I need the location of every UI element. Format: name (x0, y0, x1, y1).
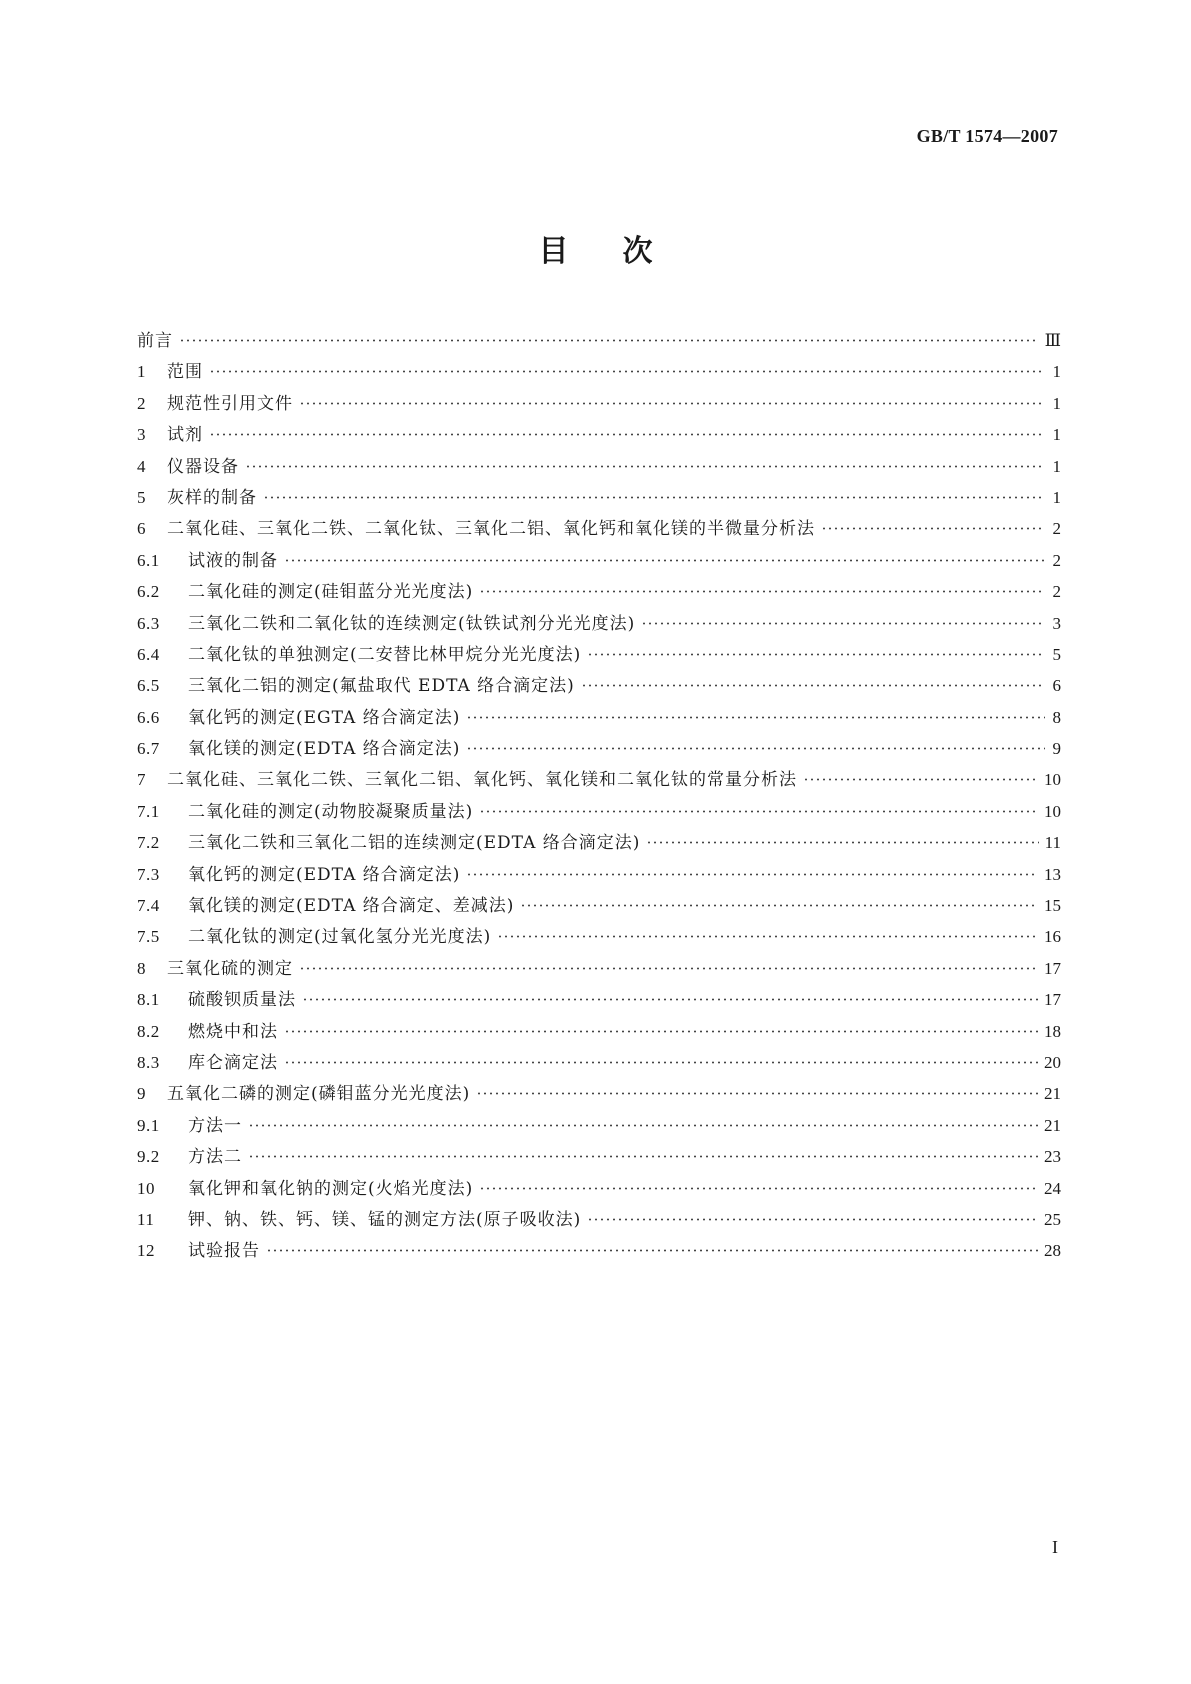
toc-entry-page: 1 (1052, 393, 1061, 413)
toc-entry-number: 8.2 (137, 1021, 160, 1041)
toc-leader-dots (179, 339, 1039, 342)
toc-entry-title: 库仑滴定法 (188, 1052, 278, 1073)
toc-entry-title: 二氧化硅、三氧化二铁、三氧化二铝、氧化钙、氧化镁和二氧化钛的常量分析法 (167, 770, 797, 791)
toc-entry (137, 1142, 1061, 1173)
toc-entry (137, 1174, 1061, 1205)
toc-entry-title: 氧化镁的测定(EDTA 络合滴定法) (188, 739, 461, 760)
toc-entry (137, 514, 1061, 545)
toc-entry-page: 25 (1044, 1209, 1061, 1229)
toc-leader-dots (803, 778, 1038, 781)
toc-entry-number: 4 (137, 456, 146, 476)
toc-entry-page: 18 (1044, 1021, 1061, 1041)
toc-leader-dots (581, 684, 1045, 687)
table-of-contents (137, 326, 1061, 1268)
toc-leader-dots (479, 590, 1045, 593)
toc-entry (137, 546, 1061, 577)
toc-leader-dots (646, 841, 1038, 844)
toc-entry-page: 11 (1044, 833, 1061, 853)
toc-entry (137, 452, 1061, 483)
toc-leader-dots (263, 496, 1045, 499)
toc-entry-page: 23 (1044, 1147, 1061, 1167)
toc-entry (137, 640, 1061, 671)
toc-entry-page: 17 (1044, 958, 1061, 978)
toc-entry-title: 前言 (137, 331, 173, 351)
toc-entry-title: 钾、钠、铁、钙、镁、锰的测定方法(原子吸收法) (188, 1209, 582, 1230)
toc-entry-number: 7.5 (137, 927, 160, 947)
toc-leader-dots (466, 873, 1038, 876)
toc-entry-number: 10 (137, 1178, 155, 1198)
toc-entry-number: 9.2 (137, 1147, 160, 1167)
page-number: I (1052, 1537, 1058, 1557)
toc-entry-title: 试剂 (167, 425, 203, 446)
toc-entry (137, 671, 1061, 702)
toc-entry-number: 7.2 (137, 833, 160, 853)
toc-leader-dots (587, 1218, 1038, 1221)
toc-entry-page: 2 (1052, 550, 1061, 570)
toc-entry-page: 5 (1052, 644, 1061, 664)
toc-entry-title: 方法二 (188, 1147, 242, 1168)
toc-entry-page: Ⅲ (1044, 331, 1061, 350)
toc-entry-number: 6.7 (137, 739, 160, 759)
toc-leader-dots (209, 433, 1045, 436)
toc-entry-page: 21 (1044, 1115, 1061, 1135)
toc-entry-page: 16 (1044, 927, 1061, 947)
toc-entry-page: 24 (1044, 1178, 1061, 1198)
toc-entry (137, 797, 1061, 828)
toc-entry-number: 11 (137, 1209, 155, 1229)
toc-entry-number: 7.1 (137, 801, 160, 821)
toc-entry (137, 765, 1061, 796)
toc-entry-page: 10 (1044, 770, 1061, 790)
toc-leader-dots (266, 1249, 1038, 1252)
toc-entry-number: 12 (137, 1241, 155, 1261)
toc-entry (137, 860, 1061, 891)
toc-entry (137, 1048, 1061, 1079)
toc-entry-number: 2 (137, 393, 146, 413)
toc-entry-page: 6 (1052, 676, 1061, 696)
toc-entry-title: 试液的制备 (188, 550, 278, 571)
toc-leader-dots (209, 370, 1045, 373)
toc-entry-number: 8 (137, 958, 146, 978)
toc-entry-title: 三氧化二铁和二氧化钛的连续测定(钛铁试剂分光光度法) (188, 613, 636, 634)
toc-entry-number: 6.3 (137, 613, 160, 633)
toc-entry-title: 氧化钙的测定(EDTA 络合滴定法) (188, 864, 461, 885)
toc-entry (137, 1236, 1061, 1267)
toc-leader-dots (284, 1061, 1038, 1064)
toc-entry (137, 609, 1061, 640)
toc-entry-number: 6 (137, 519, 146, 539)
toc-entry (137, 922, 1061, 953)
toc-entry-number: 3 (137, 425, 146, 445)
toc-entry-title: 试验报告 (188, 1241, 260, 1262)
toc-entry-title: 氧化镁的测定(EDTA 络合滴定、差减法) (188, 896, 515, 917)
toc-entry (137, 357, 1061, 388)
toc-entry (137, 1017, 1061, 1048)
toc-entry-page: 17 (1044, 990, 1061, 1010)
toc-entry-title: 氧化钙的测定(EGTA 络合滴定法) (188, 707, 461, 728)
toc-entry (137, 483, 1061, 514)
toc-entry-number: 5 (137, 487, 146, 507)
toc-entry (137, 389, 1061, 420)
toc-leader-dots (479, 1187, 1038, 1190)
toc-entry-title: 二氧化硅的测定(硅钼蓝分光光度法) (188, 582, 474, 603)
toc-entry-number: 8.1 (137, 990, 160, 1010)
toc-entry-page: 21 (1044, 1084, 1061, 1104)
toc-entry (137, 703, 1061, 734)
toc-entry-title: 三氧化二铁和三氧化二铝的连续测定(EDTA 络合滴定法) (188, 833, 641, 854)
toc-entry-number: 6.1 (137, 550, 160, 570)
toc-entry-number: 6.2 (137, 582, 160, 602)
toc-entry-title: 三氧化硫的测定 (167, 958, 293, 979)
toc-entry-page: 2 (1052, 582, 1061, 602)
toc-entry (137, 828, 1061, 859)
toc-entry-page: 2 (1052, 519, 1061, 539)
toc-entry-page: 3 (1052, 613, 1061, 633)
toc-leader-dots (302, 998, 1038, 1001)
toc-leader-dots (520, 904, 1038, 907)
toc-entry-number: 7.3 (137, 864, 160, 884)
toc-entry-number: 6.6 (137, 707, 160, 727)
page-title: 目次 (538, 234, 707, 269)
toc-entry-title: 硫酸钡质量法 (188, 990, 296, 1011)
toc-entry (137, 1079, 1061, 1110)
toc-entry-title: 规范性引用文件 (167, 393, 293, 414)
toc-entry (137, 891, 1061, 922)
toc-leader-dots (497, 935, 1038, 938)
toc-entry-page: 10 (1044, 801, 1061, 821)
toc-entry (137, 326, 1061, 357)
toc-leader-dots (587, 653, 1045, 656)
toc-leader-dots (248, 1124, 1038, 1127)
toc-entry-page: 15 (1044, 896, 1061, 916)
toc-entry-title: 三氧化二铝的测定(氟盐取代 EDTA 络合滴定法) (188, 676, 575, 697)
toc-leader-dots (284, 559, 1045, 562)
toc-entry-number: 1 (137, 362, 146, 382)
toc-leader-dots (299, 967, 1038, 970)
toc-entry-page: 28 (1044, 1241, 1061, 1261)
toc-entry-page: 8 (1052, 707, 1061, 727)
toc-leader-dots (245, 465, 1045, 468)
toc-entry-page: 9 (1052, 739, 1061, 759)
toc-entry-number: 7.4 (137, 896, 160, 916)
toc-entry-title: 二氧化钛的单独测定(二安替比林甲烷分光光度法) (188, 644, 582, 665)
toc-entry-page: 1 (1052, 362, 1061, 382)
toc-entry-page: 1 (1052, 487, 1061, 507)
toc-entry-title: 氧化钾和氧化钠的测定(火焰光度法) (188, 1178, 474, 1199)
toc-entry-title: 二氧化钛的测定(过氧化氢分光光度法) (188, 927, 492, 948)
toc-entry (137, 420, 1061, 451)
toc-entry (137, 985, 1061, 1016)
toc-leader-dots (248, 1155, 1038, 1158)
toc-leader-dots (641, 622, 1045, 625)
toc-entry-title: 二氧化硅的测定(动物胶凝聚质量法) (188, 801, 474, 822)
toc-entry (137, 577, 1061, 608)
toc-entry (137, 954, 1061, 985)
toc-entry-title: 范围 (167, 362, 203, 383)
standard-code: GB/T 1574—2007 (916, 126, 1058, 146)
toc-entry-title: 五氧化二磷的测定(磷钼蓝分光光度法) (167, 1084, 471, 1105)
toc-leader-dots (299, 402, 1045, 405)
toc-entry-number: 9.1 (137, 1115, 160, 1135)
toc-leader-dots (466, 716, 1045, 719)
toc-leader-dots (284, 1030, 1038, 1033)
toc-entry-number: 8.3 (137, 1052, 160, 1072)
toc-entry-title: 燃烧中和法 (188, 1021, 278, 1042)
toc-leader-dots (821, 527, 1045, 530)
toc-entry-number: 6.4 (137, 644, 160, 664)
toc-entry-page: 1 (1052, 456, 1061, 476)
toc-leader-dots (479, 810, 1038, 813)
toc-entry-number: 7 (137, 770, 146, 790)
toc-leader-dots (476, 1092, 1038, 1095)
toc-entry (137, 734, 1061, 765)
toc-entry-title: 灰样的制备 (167, 487, 257, 508)
toc-leader-dots (466, 747, 1045, 750)
toc-entry-number: 9 (137, 1084, 146, 1104)
toc-entry-title: 仪器设备 (167, 456, 239, 477)
toc-entry (137, 1205, 1061, 1236)
toc-entry-title: 方法一 (188, 1115, 242, 1136)
toc-entry-page: 1 (1052, 425, 1061, 445)
toc-entry (137, 1111, 1061, 1142)
toc-entry-page: 13 (1044, 864, 1061, 884)
toc-entry-title: 二氧化硅、三氧化二铁、二氧化钛、三氧化二铝、氧化钙和氧化镁的半微量分析法 (167, 519, 815, 540)
toc-entry-number: 6.5 (137, 676, 160, 696)
toc-entry-page: 20 (1044, 1052, 1061, 1072)
